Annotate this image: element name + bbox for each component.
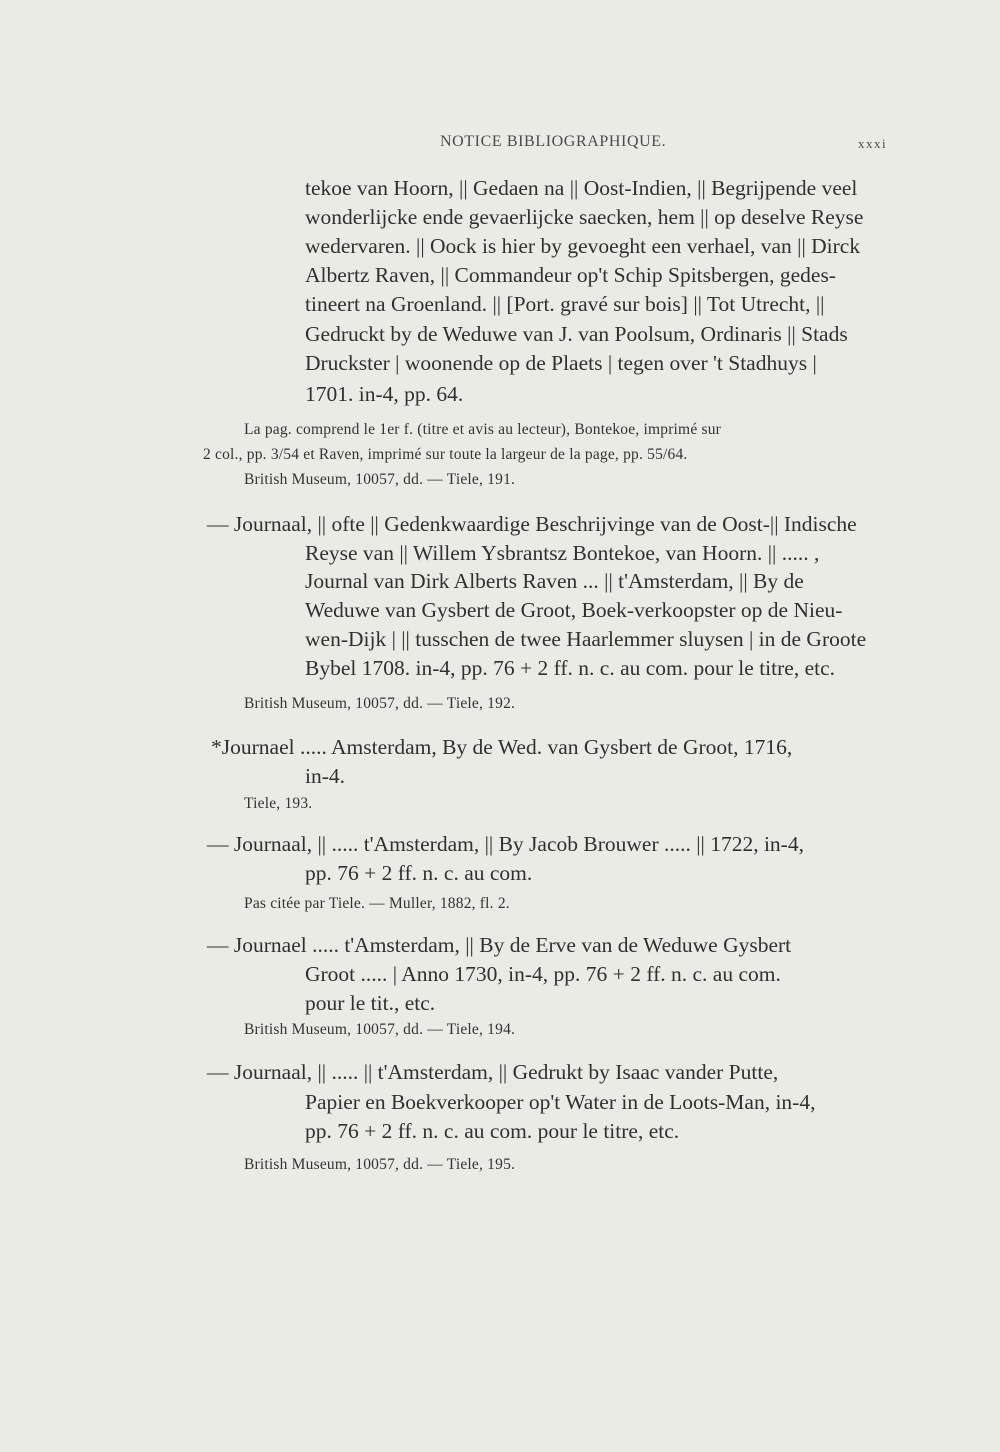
entry-note: British Museum, 10057, dd. — Tiele, 195. [244,1156,516,1173]
entry-line: *Journael ..... Amsterdam, By de Wed. van Gysbert de Groot, 1716, [211,735,793,759]
entry-line: wedervaren. || Oock is hier by gevoeght een verhael, van || Dirck [305,234,861,258]
entry-line: — Journaal, || ..... || t'Amsterdam, || Gedrukt by Isaac vander Putte, [207,1060,779,1084]
entry-note: British Museum, 10057, dd. — Tiele, 194. [244,1021,516,1038]
entry-line: — Journaal, || ofte || Gedenkwaardige Beschrijvinge van de Oost-|| Indische [207,512,857,536]
entry-line: pp. 76 + 2 ff. n. c. au com. [305,861,533,885]
entry-line: — Journael ..... t'Amsterdam, || By de Erve van de Weduwe Gysbert [207,933,792,957]
entry-line: tineert na Groenland. || [Port. gravé sur bois] || Tot Utrecht, || [305,292,825,316]
page-number: xxxi [858,136,888,151]
entry-line: tekoe van Hoorn, || Gedaen na || Oost-Indien, || Begrijpende veel [305,176,858,200]
entry-line: Druckster | woonende op de Plaets | tegen over 't Stadhuys | [305,351,817,375]
entry-line: wen-Dijk | || tusschen de twee Haarlemmer sluysen | in de Groote [305,627,867,651]
entry-line: pp. 76 + 2 ff. n. c. au com. pour le titre, etc. [305,1119,680,1143]
entry-line: Journal van Dirk Alberts Raven ... || t'Amsterdam, || By de [305,569,804,593]
running-title: NOTICE BIBLIOGRAPHIQUE. [440,133,667,150]
entry-line: Gedruckt by de Weduwe van J. van Poolsum, Ordinaris || Stads [305,322,848,346]
entry-line: Reyse van || Willem Ysbrantsz Bontekoe, van Hoorn. || ..... , [305,541,820,565]
entry-line: Albertz Raven, || Commandeur op't Schip Spitsbergen, gedes- [305,263,836,287]
entry-line: Weduwe van Gysbert de Groot, Boek-verkoopster op de Nieu- [305,598,843,622]
entry-note: British Museum, 10057, dd. — Tiele, 191. [244,471,516,488]
entry-line: — Journaal, || ..... t'Amsterdam, || By Jacob Brouwer ..... || 1722, in-4, [207,832,804,856]
entry-line: Papier en Boekverkooper op't Water in de Loots-Man, in-4, [305,1090,816,1114]
entry-line: Groot ..... | Anno 1730, in-4, pp. 76 + 2 ff. n. c. au com. [305,962,781,986]
entry-note: 2 col., pp. 3/54 et Raven, imprimé sur toute la largeur de la page, pp. 55/64. [203,446,688,463]
entry-note: British Museum, 10057, dd. — Tiele, 192. [244,695,516,712]
entry-note: Tiele, 193. [244,795,313,812]
entry-line: wonderlijcke ende gevaerlijcke saecken, hem || op deselve Reyse [305,205,864,229]
entry-note: Pas citée par Tiele. — Muller, 1882, fl. 2. [244,895,510,912]
entry-line: in-4. [305,764,346,788]
entry-note: La pag. comprend le 1er f. (titre et avis au lecteur), Bontekoe, imprimé sur [244,421,722,438]
entry-line: 1701. in-4, pp. 64. [305,382,464,406]
entry-line: Bybel 1708. in-4, pp. 76 + 2 ff. n. c. au com. pour le titre, etc. [305,656,836,680]
entry-line: pour le tit., etc. [305,991,436,1015]
